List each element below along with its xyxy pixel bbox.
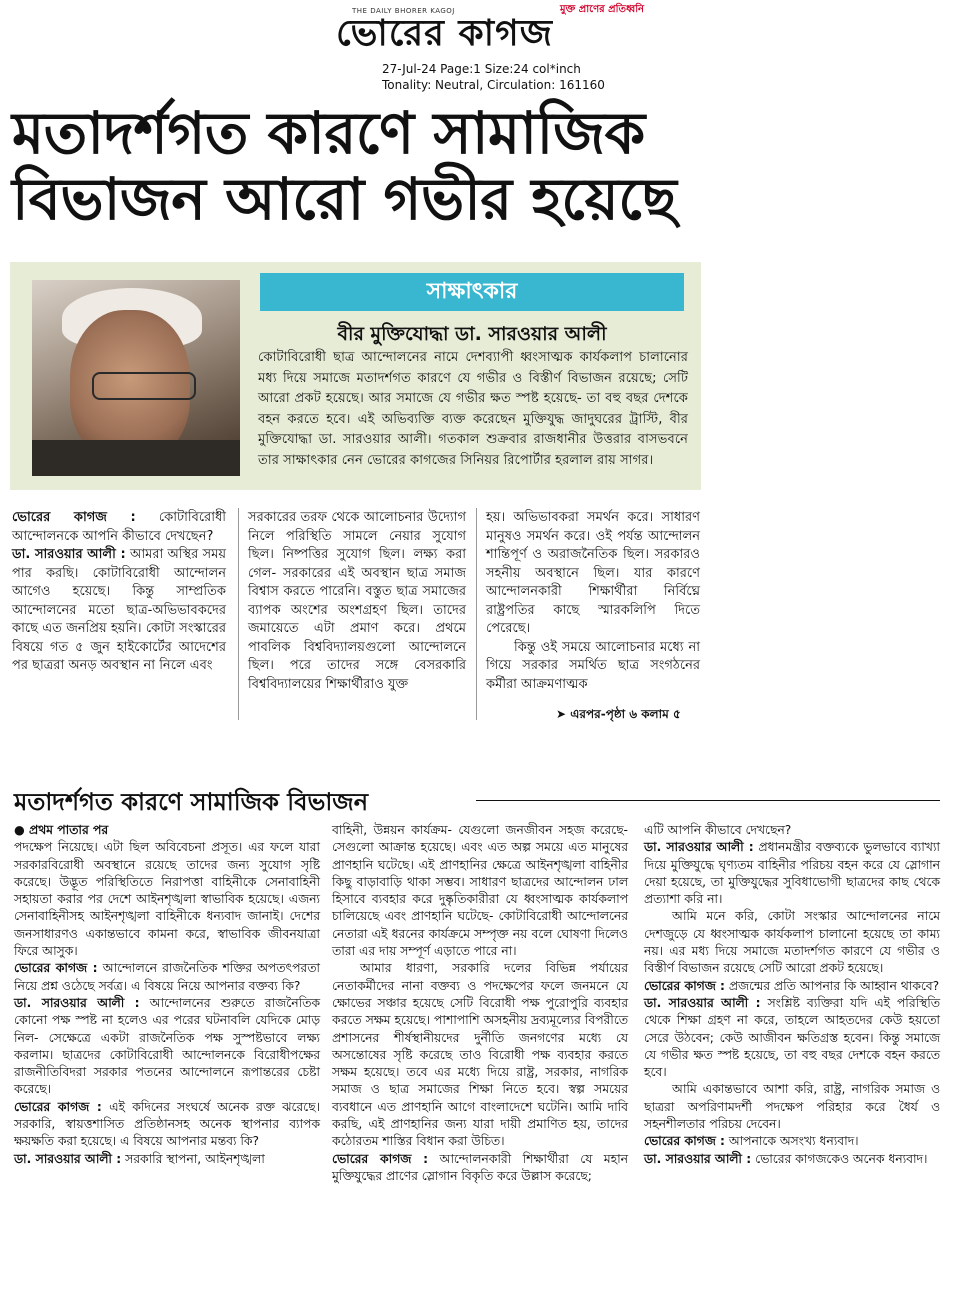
answer-text: হয়। অভিভাবকরা সমর্থন করে। সাধারণ মানুষও সমর্থন করে। ওই পর্যন্ত আন্দোলন শান্তিপূর্ণ ও অরাজনৈতিক ছিল। সরকারও সহনীয় অবস্থানে ছিল। যার কারণে আন্দোলনকারী শিক্ষার্থীরা নির্বিঘ্নে রাষ্ট্রপতির কাছে স্মারকলিপি দিতে পেরেছে।: [486, 510, 700, 636]
column-divider: [238, 508, 239, 720]
headline: মতাদর্শগত কারণে সামাজিক বিভাজন আরো গভীর হয়েছে: [12, 99, 677, 233]
clipping-meta-tonality: Tonality: Neutral, Circulation: 161160: [382, 78, 605, 92]
answer-label: ডা. সারওয়ার আলী :: [14, 995, 140, 1010]
answer-text: আমরা অস্থির সময় পার করছি। কোটাবিরোধী আন্দোলন আগেও হয়েছে। কিন্তু সাম্প্রতিক আন্দোলনের মতো ছাত্র-অভিভাবকদের কাছে এত জনপ্রিয় হয়নি। কোটা সংস্কারের বিষয়ে গত ৫ জুন হাইকোর্টের আদেশের পর ছাত্ররা অনড় অবস্থান না নিলে এবং: [12, 547, 227, 673]
answer-label: ডা. সারওয়ার আলী :: [14, 1151, 122, 1166]
continuation-column-3: [644, 822, 940, 1168]
question-label: ভোরের কাগজ :: [644, 1134, 725, 1149]
answer-text: প্রধানমন্ত্রীর বক্তব্যকে ভুলভাবে ব্যাখ্যা দিয়ে মুক্তিযুদ্ধে ঘৃণ্যতম বাহিনীর পরিচয় বহন করে যে স্লোগান দেয়া হয়েছে, তা মুক্তিযুদ্ধের সুবিধাভোগী ছাত্রদের কাছ থেকে প্রত্যাশা করি না।: [644, 840, 940, 907]
answer-text: কিন্তু ওই সময়ে আলোচনার মধ্যে না গিয়ে সরকার সমর্থিত ছাত্র সংগঠনের কর্মীরা আক্রমণাত্মক: [486, 639, 700, 692]
continuation-title: মতাদর্শগত কারণে সামাজিক বিভাজন: [14, 788, 369, 816]
masthead-tagline: মুক্ত প্রাণের প্রতিধ্বনি: [560, 4, 645, 15]
answer-label: ডা. সারওয়ার আলী :: [12, 547, 126, 562]
question-text: এটি আপনি কীভাবে দেখছেন?: [644, 823, 792, 837]
question-label: ভোরের কাগজ :: [14, 1099, 102, 1114]
article-column-1: [12, 509, 226, 676]
article-column-3: [486, 509, 700, 694]
answer-text: পদক্ষেপ নিয়েছে। এটা ছিল অবিবেচনা প্রসূত। এর ফলে যারা সরকারবিরোধী অবস্থানে রয়েছে তাদের জন্য সুযোগ সৃষ্টি করেছে। উদ্ভূত পরিস্থিতিতে নিরাপত্তা বাহিনীকে সেনাবাহিনী সহায়তা করার পর দেশে আইনশৃঙ্খলা স্বাভাবিক হয়েছে। এজন্য সেনাবাহিনীসহ আইনশৃঙ্খলা বাহিনীকে ধন্যবাদ জানাই। দেশের জনসাধারণও একান্তভাবে কামনা করে, স্বাভাবিক জীবনযাত্রা ফিরে আসুক।: [14, 840, 320, 959]
interview-byline: বীর মুক্তিযোদ্ধা ডা. সারওয়ার আলী: [337, 323, 607, 345]
continuation-column-2: [332, 822, 628, 1185]
answer-text: আমি একান্তভাবে আশা করি, রাষ্ট্র, নাগরিক সমাজ ও ছাত্ররা অপরিণামদর্শী পদক্ষেপ পরিহার করে ধৈর্য ও সহনশীলতার পরিচয় দেবেন।: [644, 1082, 940, 1132]
question-label: ভোরের কাগজ :: [12, 510, 136, 525]
question-text: কোটাবিরোধী আন্দোলনকে আপনি কীভাবে দেখছেন?: [12, 510, 226, 544]
question-label: ভোরের কাগজ :: [644, 978, 725, 993]
question-text: আন্দোলনকারী শিক্ষার্থীরা যে মহান মুক্তিযুদ্ধের প্রাণের স্লোগান বিকৃতি করে উল্লাস করেছে;: [332, 1151, 628, 1183]
article-column-2: [248, 509, 466, 694]
masthead-logo: ভোরের কাগজ: [336, 13, 553, 54]
title-rule: [476, 800, 940, 801]
answer-text: আমার ধারণা, সরকারি দলের বিভিন্ন পর্যায়ের নেতাকর্মীদের নানা বক্তব্য ও পদক্ষেপের ফলে জনমনে যে ক্ষোভের সঞ্চার হয়েছে সেটি বিরোধী পক্ষ পুরোপুরি ব্যবহার করতে সক্ষম হয়েছে। পাশাপাশি অসহনীয় দ্রব্যমূল্যের বিপরীতে প্রশাসনের শীর্ষস্থানীয়দের দুর্নীতি জনগণের মধ্যে যে অসন্তোষের সৃষ্টি করেছে তাও বিরোধী পক্ষ ব্যবহার করতে সক্ষম হয়েছে। তবে এর মধ্যে দিয়ে রাষ্ট্র, সরকার, নাগরিক সমাজ ও ছাত্র সমাজের শিক্ষা নিতে হবে। স্বল্প সময়ের ব্যবধানে এত প্রাণহানি আগে বাংলাদেশে ঘটেনি। আমি দাবি করছি, এই প্রাণহানির জন্য যারা দায়ী প্রমাণিত হয়, তাদের কঠোরতম শাস্তির বিধান করা উচিত।: [332, 961, 628, 1149]
masthead-logo-small: THE DAILY BHORER KAGOJ: [352, 7, 455, 15]
interview-intro: কোটাবিরোধী ছাত্র আন্দোলনের নামে দেশব্যাপী ধ্বংসাত্মক কার্যকলাপ চালানোর মধ্য দিয়ে সমাজে মতাদর্শগত কারণে যে গভীর ও বিস্তীর্ণ বিভাজন রয়েছে; সেটি আরো প্রকট হয়েছে। আর সমাজে যে গভীর ক্ষত স্পষ্ট হয়েছে- তা বহু বছর দেশকে বহন করতে হবে। এই অভিব্যক্তি ব্যক্ত করেছেন মুক্তিযুদ্ধ জাদুঘরের ট্রাস্টি, বীর মুক্তিযোদ্ধা ডা. সারওয়ার আলী। গতকাল শুক্রবার রাজধানীর উত্তরার বাসভবনে তার সাক্ষাৎকার নেন ভোরের কাগজের সিনিয়র রিপোর্টার হরলাল রায় সাগর।: [258, 350, 688, 468]
question-label: ভোরের কাগজ :: [332, 1151, 429, 1166]
answer-label: ডা. সারওয়ার আলী :: [644, 995, 761, 1010]
continued-note: ➤ এরপর-পৃষ্ঠা ৬ কলাম ৫: [556, 707, 681, 721]
column-divider: [476, 508, 477, 720]
answer-text: আমি মনে করি, কোটা সংস্কার আন্দোলনের নামে দেশজুড়ে যে ধ্বংসাত্মক কার্যকলাপ চালানো হয়েছে তা কাম্য নয়। এর মধ্য দিয়ে সমাজে মতাদর্শগত কারণে যে গভীর ও বিস্তীর্ণ বিভাজন রয়েছে সেটি আরো প্রকট হয়েছে।: [644, 909, 940, 976]
question-text: আন্দোলনে রাজনৈতিক শক্তির অপতৎপরতা নিয়ে প্রশ্ন ওঠেছে সর্বত্র। এ বিষয়ে নিয়ে আপনার বক্তব্য কি?: [14, 961, 320, 993]
answer-text: বাহিনী, উন্নয়ন কার্যক্রম- যেগুলো জনজীবন সহজ করেছে- সেগুলো আক্রান্ত হয়েছে। এবং এত অল্প সময়ে এত মানুষের প্রাণহানি ঘটেছে। এই প্রাণহানির ক্ষেত্রে আইনশৃঙ্খলা বাহিনীর কিছু বাড়াবাড়ি থাকা সম্ভব। সাধারণ ছাত্রদের আন্দোলন ঢাল হিসাবে ব্যবহার করে দুষ্কৃতিকারীরা যে ধ্বংসাত্মক কার্যকলাপ চালিয়েছে এবং প্রাণহানি ঘটেছে- কোটাবিরোধী আন্দোলনের নেতারা এই ধরনের কার্যক্রমে সম্পৃক্ত নয় বলে ঘোষণা দিলেও তারা এর দায় সম্পূর্ণ এড়াতে পারে না।: [332, 823, 628, 959]
clipping-meta-date: 27-Jul-24 Page:1 Size:24 col*inch: [382, 62, 581, 76]
answer-text: আন্দোলনের শুরুতে রাজনৈতিক কোনো পক্ষ স্পষ্ট না হলেও এর পরের ঘটনাবলি যেদিকে মোড় নিল- সেক্ষেত্রে একটা রাজনৈতিক পক্ষ সুস্পষ্টভাবে লক্ষ্য করলাম। ছাত্রদের কোটাবিরোধী আন্দোলনকে বিরোধীপক্ষের রাজনীতিবিদরা সরকার পতনের আন্দোলনে রূপান্তরের চেষ্টা করেছে।: [14, 995, 320, 1097]
continuation-column-1: [14, 822, 320, 1168]
answer-text: সরকারি স্থাপনা, আইনশৃঙ্খলা: [125, 1151, 265, 1166]
question-text: আপনাকে অসংখ্য ধন্যবাদ।: [728, 1134, 859, 1149]
answer-text: সংশ্লিষ্ট ব্যক্তিরা যদি এই পরিস্থিতি থেকে শিক্ষা গ্রহণ না করে, তাহলে আহতদের কেউ হয়তো সেরে উঠবেন; কেউ আজীবন ক্ষতিগ্রস্ত হবেন। কিন্তু সমাজে যে গভীর ক্ষত স্পষ্ট হয়েছে, তা বহু বছর দেশকে বহন করতে হবে।: [644, 995, 940, 1080]
question-text: প্রজন্মের প্রতি আপনার কি আহ্বান থাকবে?: [728, 978, 940, 993]
interviewee-photo: [32, 280, 240, 476]
answer-text: সরকারের তরফ থেকে আলোচনার উদ্যোগ নিলে পরিস্থিতি সামলে নেয়ার সুযোগ ছিল। নিষ্পত্তির সুযোগ ছিল। লক্ষ্য করা গেল- সরকারের এই অবস্থান ছাত্র সমাজ বিশ্বাস করতে পারেনি। বস্তুত ছাত্র সমাজের ব্যাপক অংশের অংশগ্রহণ ছিল। তাদের জমায়েতে এটা প্রমাণ করে। প্রথমে পাবলিক বিশ্ববিদ্যালয়গুলো আন্দোলনে ছিল। পরে তাদের সঙ্গে বেসরকারি বিশ্ববিদ্যালয়ের শিক্ষার্থীরাও যুক্ত: [248, 510, 466, 692]
answer-label: ডা. সারওয়ার আলী :: [644, 840, 754, 855]
question-label: ভোরের কাগজ :: [14, 961, 98, 976]
question-text: এই কদিনের সংঘর্ষে অনেক রক্ত ঝরেছে। সরকারি, স্বায়ত্তশাসিত প্রতিষ্ঠানসহ অনেক স্থাপনার ব্যাপক ক্ষয়ক্ষতি করা হয়েছে। এ বিষয়ে আপনার মন্তব্য কি?: [14, 1099, 320, 1149]
answer-label: ডা. সারওয়ার আলী :: [644, 1151, 752, 1166]
continued-from-label: ● প্রথম পাতার পর: [14, 823, 109, 837]
answer-text: ভোরের কাগজকেও অনেক ধন্যবাদ।: [755, 1151, 928, 1166]
interview-banner: সাক্ষাৎকার: [260, 273, 684, 311]
